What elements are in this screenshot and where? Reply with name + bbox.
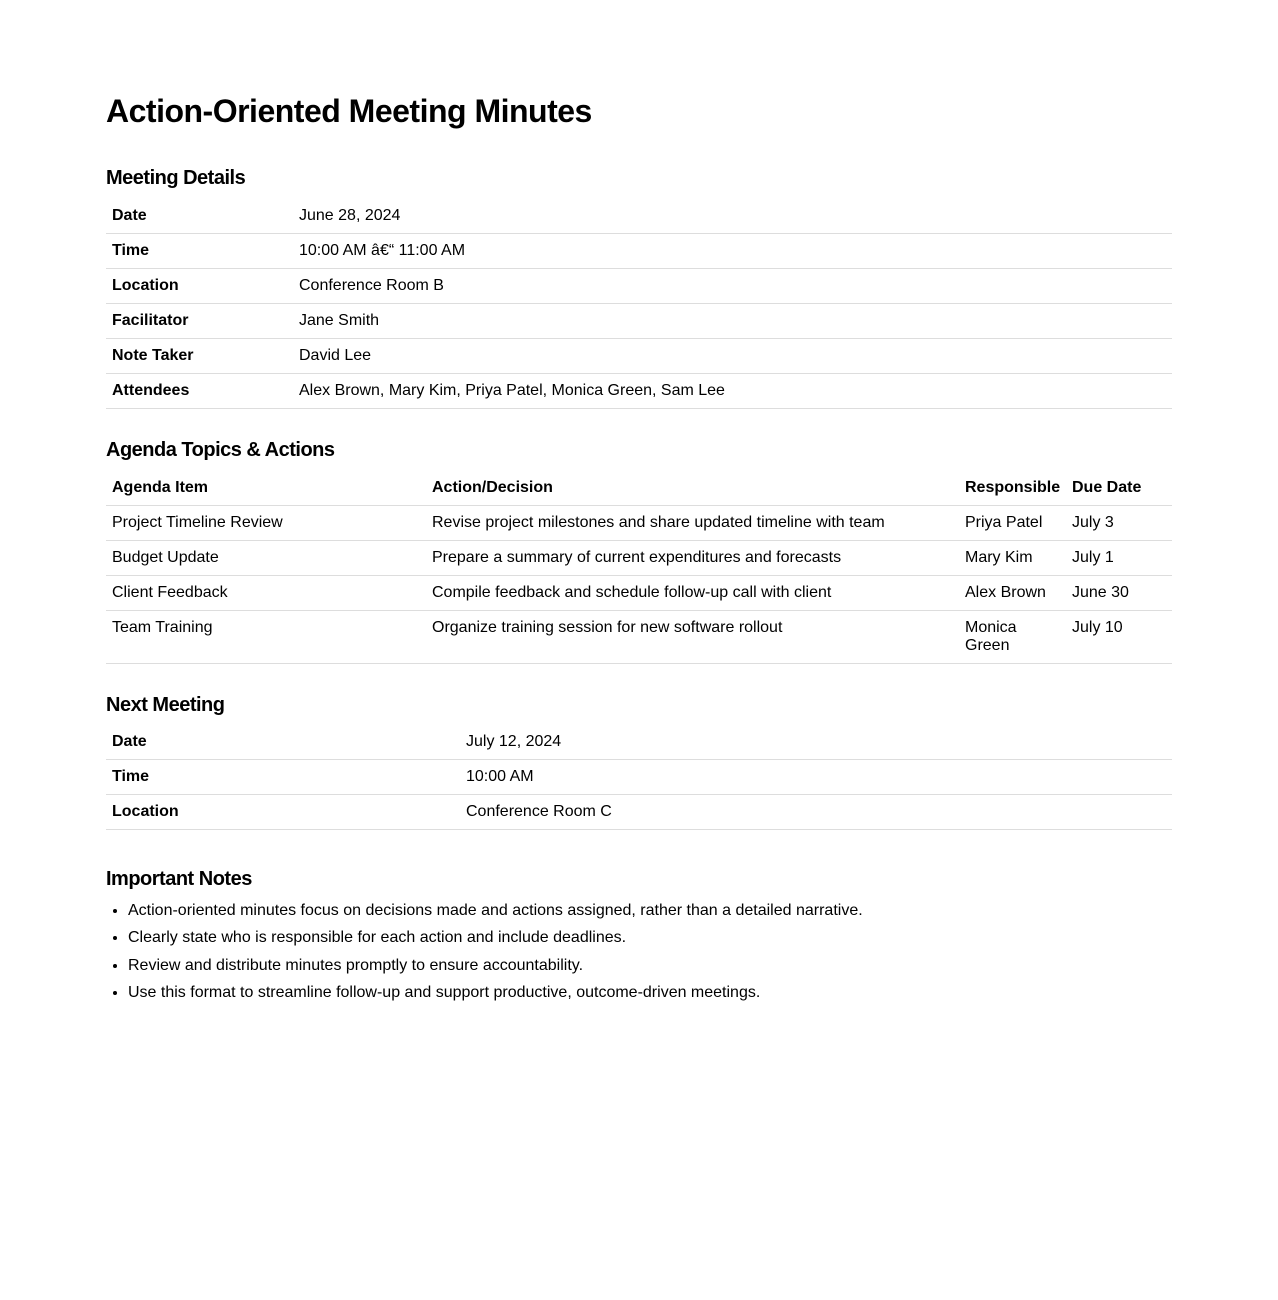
- detail-value: 10:00 AM: [460, 760, 1172, 795]
- table-row: [106, 576, 1172, 611]
- responsible-cell: Monica Green: [959, 611, 1066, 664]
- action-cell: Revise project milestones and share updated timeline with team: [426, 506, 959, 541]
- important-notes-heading: Important Notes: [106, 868, 252, 890]
- table-row: [106, 611, 1172, 664]
- page-title: Action-Oriented Meeting Minutes: [106, 93, 592, 129]
- detail-label: Attendees: [106, 374, 293, 409]
- table-row: [106, 339, 1172, 374]
- detail-label: Time: [106, 760, 460, 795]
- detail-value: David Lee: [293, 339, 1172, 374]
- detail-label: Date: [106, 725, 460, 760]
- table-header-row: [106, 471, 1172, 506]
- list-item: • Clearly state who is responsible for each action and include deadlines.: [128, 929, 863, 947]
- list-item: • Use this format to streamline follow-up and support productive, outcome-driven meetings.: [128, 984, 863, 1002]
- detail-label: Note Taker: [106, 339, 293, 374]
- column-header: Responsible: [959, 471, 1066, 506]
- table-row: [106, 795, 1172, 830]
- detail-value: Conference Room B: [293, 269, 1172, 304]
- action-cell: Compile feedback and schedule follow-up call with client: [426, 576, 959, 611]
- detail-label: Time: [106, 234, 293, 269]
- responsible-cell: Mary Kim: [959, 541, 1066, 576]
- detail-value: Conference Room C: [460, 795, 1172, 830]
- due-date-cell: July 1: [1066, 541, 1172, 576]
- responsible-cell: Priya Patel: [959, 506, 1066, 541]
- detail-value: Jane Smith: [293, 304, 1172, 339]
- agenda-item-cell: Budget Update: [106, 541, 426, 576]
- meeting-details-heading: Meeting Details: [106, 167, 246, 189]
- table-row: [106, 304, 1172, 339]
- detail-value: Alex Brown, Mary Kim, Priya Patel, Monica Green, Sam Lee: [293, 374, 1172, 409]
- agenda-table: [106, 471, 1172, 664]
- table-row: [106, 506, 1172, 541]
- table-row: [106, 269, 1172, 304]
- due-date-cell: July 10: [1066, 611, 1172, 664]
- responsible-cell: Alex Brown: [959, 576, 1066, 611]
- detail-label: Location: [106, 269, 293, 304]
- detail-label: Facilitator: [106, 304, 293, 339]
- table-row: [106, 199, 1172, 234]
- column-header: Agenda Item: [106, 471, 426, 506]
- detail-label: Date: [106, 199, 293, 234]
- table-row: [106, 760, 1172, 795]
- agenda-item-cell: Project Timeline Review: [106, 506, 426, 541]
- column-header: Due Date: [1066, 471, 1172, 506]
- column-header: Action/Decision: [426, 471, 959, 506]
- table-row: [106, 374, 1172, 409]
- action-cell: Prepare a summary of current expenditures and forecasts: [426, 541, 959, 576]
- next-meeting-heading: Next Meeting: [106, 694, 225, 716]
- due-date-cell: June 30: [1066, 576, 1172, 611]
- action-cell: Organize training session for new software rollout: [426, 611, 959, 664]
- next-meeting-table: [106, 725, 1172, 830]
- agenda-item-cell: Team Training: [106, 611, 426, 664]
- detail-value: June 28, 2024: [293, 199, 1172, 234]
- table-row: [106, 725, 1172, 760]
- list-item: • Review and distribute minutes promptly to ensure accountability.: [128, 957, 863, 975]
- table-row: [106, 234, 1172, 269]
- meeting-details-table: [106, 199, 1172, 409]
- detail-value: 10:00 AM â€“ 11:00 AM: [293, 234, 1172, 269]
- due-date-cell: July 3: [1066, 506, 1172, 541]
- notes-list: [106, 902, 863, 1011]
- detail-value: July 12, 2024: [460, 725, 1172, 760]
- agenda-heading: Agenda Topics & Actions: [106, 439, 335, 461]
- detail-label: Location: [106, 795, 460, 830]
- list-item: • Action-oriented minutes focus on decisions made and actions assigned, rather than a detailed narrative.: [128, 902, 863, 920]
- table-row: [106, 541, 1172, 576]
- agenda-item-cell: Client Feedback: [106, 576, 426, 611]
